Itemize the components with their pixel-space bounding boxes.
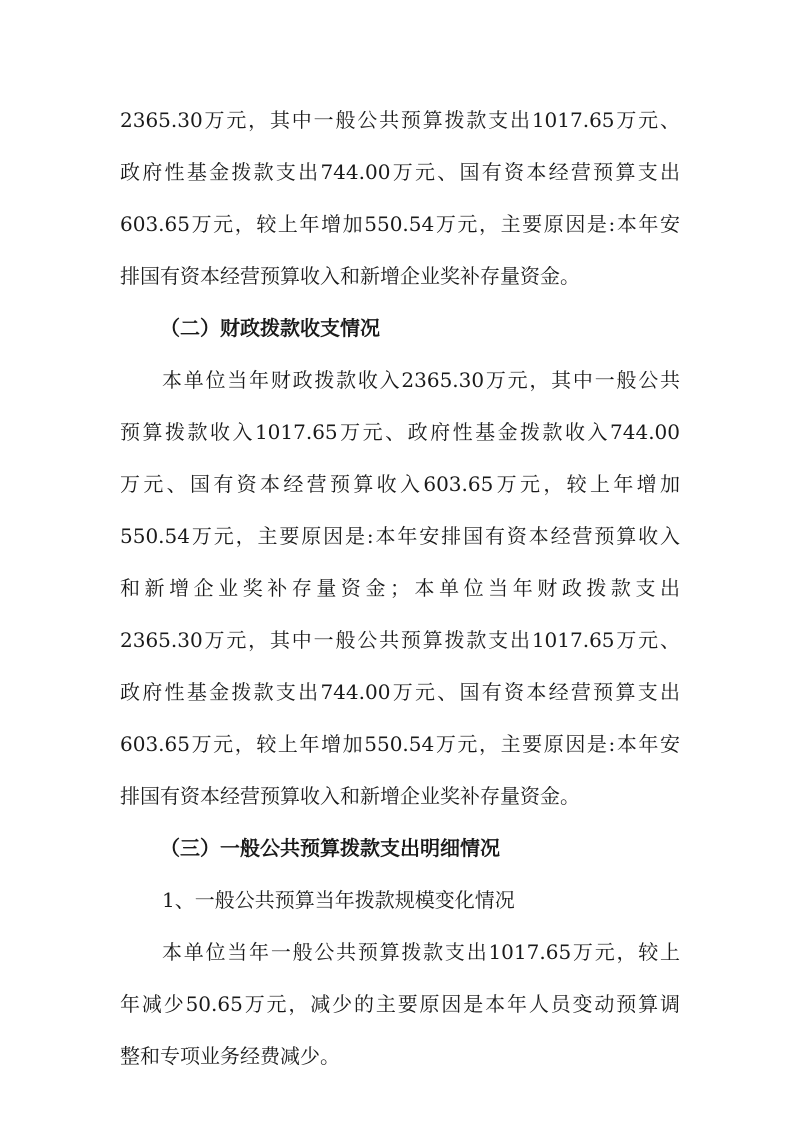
- paragraph-line: 政府性基金拨款支出744.00万元、国有资本经营预算支出: [120, 680, 680, 704]
- paragraph-line: 2365.30万元，其中一般公共预算拨款支出1017.65万元、: [120, 108, 680, 132]
- paragraph-line: 本单位当年财政拨款收入2365.30万元，其中一般公共: [162, 368, 680, 392]
- paragraph-line: 排国有资本经营预算收入和新增企业奖补存量资金。: [120, 784, 580, 808]
- section-heading: （二）财政拨款收支情况: [160, 316, 380, 340]
- paragraph-line: 和新增企业奖补存量资金；本单位当年财政拨款支出: [120, 576, 680, 600]
- paragraph-line: 603.65万元，较上年增加550.54万元，主要原因是:本年安: [120, 212, 680, 236]
- paragraph-line: 万元、国有资本经营预算收入603.65万元，较上年增加: [120, 472, 680, 496]
- paragraph-line: 排国有资本经营预算收入和新增企业奖补存量资金。: [120, 264, 580, 288]
- paragraph-line: 2365.30万元，其中一般公共预算拨款支出1017.65万元、: [120, 628, 680, 652]
- paragraph-line: 年减少50.65万元，减少的主要原因是本年人员变动预算调: [120, 992, 680, 1016]
- paragraph-line: 预算拨款收入1017.65万元、政府性基金拨款收入744.00: [120, 420, 680, 444]
- subsection-title: 1、一般公共预算当年拨款规模变化情况: [162, 888, 515, 912]
- section-heading: （三）一般公共预算拨款支出明细情况: [160, 836, 500, 860]
- paragraph-line: 550.54万元，主要原因是:本年安排国有资本经营预算收入: [120, 524, 680, 548]
- paragraph-line: 本单位当年一般公共预算拨款支出1017.65万元，较上: [162, 940, 680, 964]
- paragraph-line: 政府性基金拨款支出744.00万元、国有资本经营预算支出: [120, 160, 680, 184]
- paragraph-line: 603.65万元，较上年增加550.54万元，主要原因是:本年安: [120, 732, 680, 756]
- paragraph-line: 整和专项业务经费减少。: [120, 1044, 340, 1068]
